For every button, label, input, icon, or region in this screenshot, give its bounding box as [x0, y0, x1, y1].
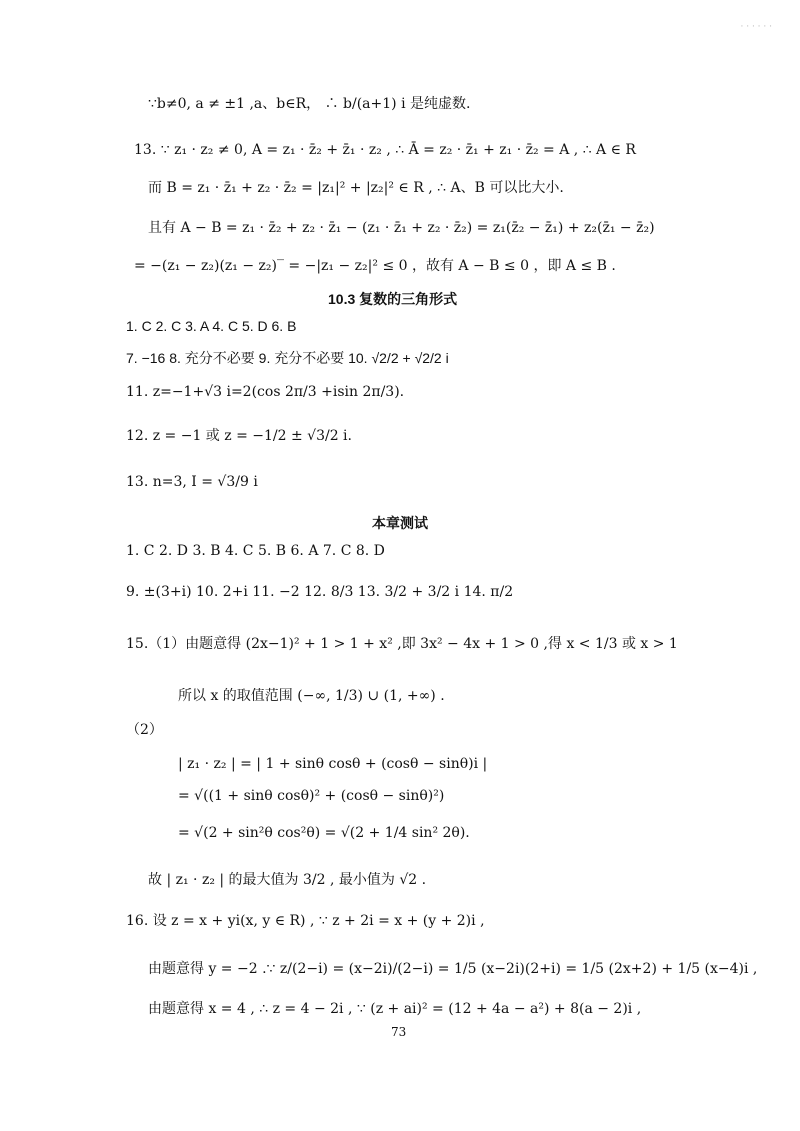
- chapter-line-3: 15.（1）由题意得 (2x−1)² + 1 > 1 + x² ,即 3x² − 4x + 1 > 0 ,得 x < 1/3 或 x > 1: [126, 636, 678, 652]
- chapter-line-5: （2）: [126, 722, 163, 738]
- chapter-line-11: 由题意得 y = −2 .∵ z/(2−i) = (x−2i)/(2−i) = 1/5 (x−2i)(2+i) = 1/5 (2x+2) + 1/5 (x−4)i ,: [148, 961, 758, 977]
- section-line-5: 13. n=3, I = √3/9 i: [126, 474, 258, 490]
- chapter-line-7: = √((1 + sinθ cosθ)² + (cosθ − sinθ)²): [178, 788, 445, 804]
- chapter-line-10: 16. 设 z = x + yi(x, y ∈ R) , ∵ z + 2i = x + (y + 2)i ,: [126, 913, 485, 929]
- section-line-1: 1. C 2. C 3. A 4. C 5. D 6. B: [126, 318, 297, 334]
- section-title: 10.3 复数的三角形式: [328, 291, 458, 307]
- section-line-3: 11. z=−1+√3 i=2(cos 2π/3 +isin 2π/3).: [126, 384, 405, 400]
- text-line-4: 且有 A − B = z₁ · z̄₂ + z₂ · z̄₁ − (z₁ · z̄₁ + z₂ · z̄₂) = z₁(z̄₂ − z̄₁) + z₂(z̄₁ − z̄₂): [148, 220, 655, 236]
- chapter-line-12: 由题意得 x = 4 , ∴ z = 4 − 2i , ∵ (z + ai)² = (12 + 4a − a²) + 8(a − 2)i ,: [148, 1001, 642, 1017]
- text-line-1: ∵b≠0, a ≠ ±1 ,a、b∈R， ∴ b/(a+1) i 是纯虚数.: [148, 96, 471, 112]
- chapter-line-4: 所以 x 的取值范围 (−∞, 1/3) ∪ (1, +∞) .: [178, 688, 445, 704]
- section-line-2: 7. −16 8. 充分不必要 9. 充分不必要 10. √2/2 + √2/2 i: [126, 350, 449, 366]
- section-line-4: 12. z = −1 或 z = −1/2 ± √3/2 i.: [126, 428, 352, 444]
- text-line-3: 而 B = z₁ · z̄₁ + z₂ · z̄₂ = |z₁|² + |z₂|² ∈ R , ∴ A、B 可以比大小.: [148, 180, 564, 196]
- text-line-5: = −(z₁ − z₂)(z₁ − z₂)‾ = −|z₁ − z₂|² ≤ 0 ，故有 A − B ≤ 0 ，即 A ≤ B .: [134, 258, 616, 274]
- chapter-line-1: 1. C 2. D 3. B 4. C 5. B 6. A 7. C 8. D: [126, 543, 385, 559]
- corner-mark: · · · · · ·: [740, 22, 772, 32]
- chapter-line-8: = √(2 + sin²θ cos²θ) = √(2 + 1/4 sin² 2θ).: [178, 825, 470, 841]
- chapter-line-2: 9. ±(3+i) 10. 2+i 11. −2 12. 8/3 13. 3/2 + 3/2 i 14. π/2: [126, 584, 514, 600]
- page-number: 73: [391, 1025, 407, 1039]
- text-line-2: 13. ∵ z₁ · z₂ ≠ 0, A = z₁ · z̄₂ + z̄₁ · z₂ , ∴ Ā = z₂ · z̄₁ + z₁ · z̄₂ = A , ∴ A ∈ R: [134, 142, 636, 158]
- chapter-title: 本章测试: [372, 515, 428, 531]
- chapter-line-9: 故 | z₁ · z₂ | 的最大值为 3/2 , 最小值为 √2 .: [148, 872, 427, 888]
- chapter-line-6: | z₁ · z₂ | = | 1 + sinθ cosθ + (cosθ − sinθ)i |: [178, 756, 488, 772]
